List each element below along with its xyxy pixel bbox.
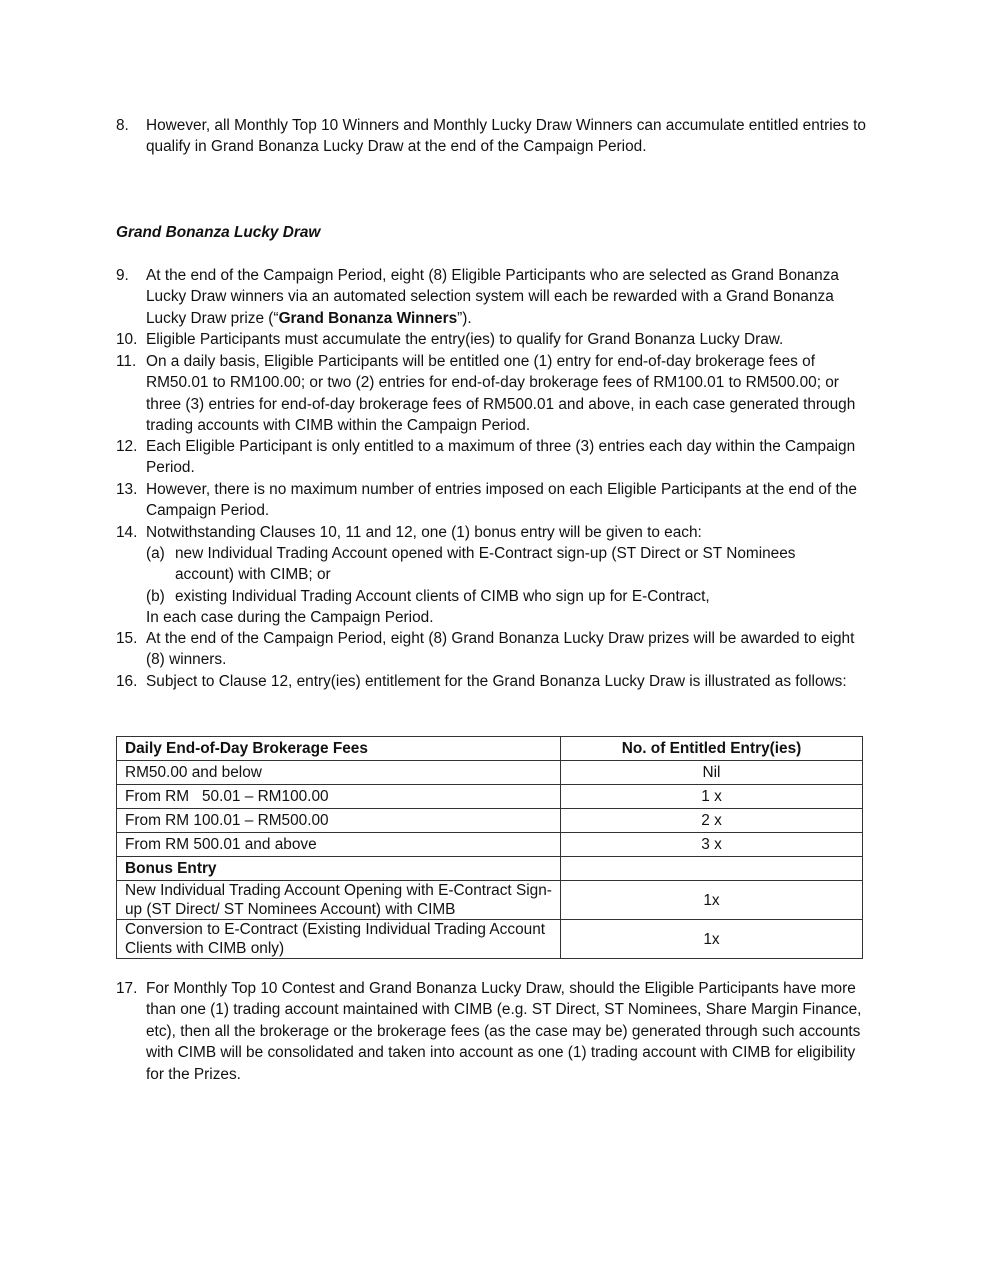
fee-cell: RM50.00 and below: [117, 761, 561, 785]
entries-cell: 1x: [561, 881, 863, 920]
entries-cell: Nil: [561, 761, 863, 785]
clause-17: [116, 978, 876, 1085]
clause-number: 16.: [116, 673, 138, 690]
clause-14-sub-a: [146, 543, 846, 586]
fee-cell: From RM 50.01 – RM100.00: [117, 785, 561, 809]
clause-number: 15.: [116, 630, 138, 647]
clause-text: Eligible Participants must accumulate the entry(ies) to qualify for Grand Bonanza Lucky Draw.: [146, 331, 784, 348]
clause-13: [116, 479, 876, 522]
clause-text-end: ”).: [457, 309, 472, 327]
clause-15: [116, 628, 876, 671]
clause-text: However, all Monthly Top 10 Winners and Monthly Lucky Draw Winners can accumulate entitled entries to qualify in Grand Bonanza Lucky Draw at the end of the Campaign Period.: [146, 117, 866, 156]
empty-cell: [561, 857, 863, 881]
clause-16: [116, 671, 876, 692]
fee-cell: From RM 100.01 – RM500.00: [117, 809, 561, 833]
clause-12: [116, 436, 876, 479]
entitlement-table: [116, 736, 863, 959]
clause-10: [116, 329, 876, 350]
entries-cell: 3 x: [561, 833, 863, 857]
clause-number: 14.: [116, 524, 138, 541]
clause-number: 8.: [116, 117, 129, 134]
column-header-entries: No. of Entitled Entry(ies): [561, 737, 863, 761]
clause-number: 12.: [116, 438, 138, 455]
clause-14: [116, 522, 876, 543]
sub-text: new Individual Trading Account opened with E-Contract sign-up (ST Direct or ST Nominees account) with CIMB; or: [175, 545, 796, 584]
clause-text-start: At the end of the Campaign Period, eight (8) Eligible Participants who are selected as Grand Bonanza Lucky Draw winners via an automated selection system will each be rewarded with a Grand Bonanza Lucky Draw prize (“: [146, 267, 839, 327]
clause-14-closing: In each case during the Campaign Period.: [146, 609, 434, 626]
sub-label: (b): [146, 588, 165, 605]
table-row: [117, 785, 863, 809]
clause-number: 11.: [116, 353, 137, 370]
fee-cell: New Individual Trading Account Opening with E-Contract Sign-up (ST Direct/ ST Nominees Account) with CIMB: [117, 881, 561, 920]
clause-text: For Monthly Top 10 Contest and Grand Bonanza Lucky Draw, should the Eligible Participants have more than one (1) trading account maintained with CIMB (e.g. ST Direct, ST Nominees, Share Margin Finance, etc), then all the brokerage or the brokerage fees (as the case may be) generated through such accounts with CIMB will be consolidated and taken into account as one (1) trading account with CIMB for eligibility for the Prizes.: [146, 980, 862, 1083]
sub-label: (a): [146, 545, 165, 562]
table-row: [117, 809, 863, 833]
fee-cell: From RM 500.01 and above: [117, 833, 561, 857]
clause-text: On a daily basis, Eligible Participants will be entitled one (1) entry for end-of-day brokerage fees of RM50.01 to RM100.00; or two (2) entries for end-of-day brokerage fees of RM100.01 to RM500.00; or three (3) entries for end-of-day brokerage fees of RM500.01 and above, in each case generated through trading accounts with CIMB within the Campaign Period.: [146, 353, 856, 435]
clause-8: [116, 115, 876, 158]
clause-14-sub-b: [146, 586, 846, 607]
clause-text: At the end of the Campaign Period, eight (8) Grand Bonanza Lucky Draw prizes will be awarded to eight (8) winners.: [146, 630, 855, 669]
table-row: [117, 761, 863, 785]
clause-text: [146, 265, 876, 329]
entries-cell: 1 x: [561, 785, 863, 809]
clause-number: 13.: [116, 481, 138, 498]
section-heading: Grand Bonanza Lucky Draw: [116, 224, 321, 241]
clause-number: 17.: [116, 980, 138, 997]
clause-text: Each Eligible Participant is only entitled to a maximum of three (3) entries each day within the Campaign Period.: [146, 438, 856, 477]
clause-9: [116, 265, 876, 329]
clause-number: 9.: [116, 267, 129, 284]
bonus-heading-cell: Bonus Entry: [117, 857, 561, 881]
table-row: [117, 920, 863, 959]
table-row: [117, 833, 863, 857]
clause-number: 10.: [116, 331, 138, 348]
fee-cell: Conversion to E-Contract (Existing Individual Trading Account Clients with CIMB only): [117, 920, 561, 959]
clause-text: Subject to Clause 12, entry(ies) entitlement for the Grand Bonanza Lucky Draw is illustrated as follows:: [146, 673, 847, 690]
sub-text: existing Individual Trading Account clients of CIMB who sign up for E-Contract,: [175, 588, 710, 605]
table-header-row: [117, 737, 863, 761]
entries-cell: 2 x: [561, 809, 863, 833]
table-row: [117, 881, 863, 920]
clause-11: [116, 351, 876, 437]
clause-text: Notwithstanding Clauses 10, 11 and 12, one (1) bonus entry will be given to each:: [146, 524, 702, 541]
defined-term: Grand Bonanza Winners: [278, 309, 458, 327]
column-header-fees: Daily End-of-Day Brokerage Fees: [117, 737, 561, 761]
entries-cell: 1x: [561, 920, 863, 959]
bonus-heading-row: [117, 857, 863, 881]
clause-text: However, there is no maximum number of entries imposed on each Eligible Participants at the end of the Campaign Period.: [146, 481, 857, 520]
